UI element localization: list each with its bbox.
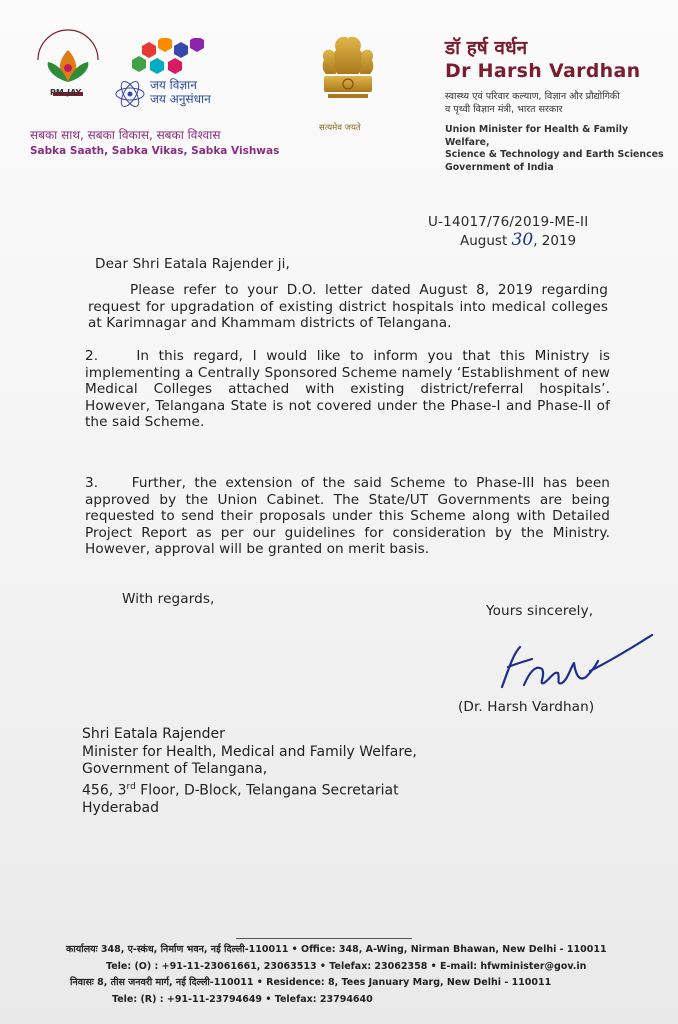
- date-day-handwritten: 30: [511, 230, 534, 250]
- designation-hindi-line-2: व पृथ्वी विज्ञान मंत्री, भारत सरकार: [445, 104, 563, 115]
- slogan-english: Sabka Saath, Sabka Vikas, Sabka Vishwas: [30, 145, 280, 157]
- national-emblem-icon: [318, 30, 378, 135]
- date-year: , 2019: [533, 233, 577, 249]
- salutation: Dear Shri Eatala Rajender ji,: [95, 256, 290, 272]
- paragraph-2: 2. In this regard, I would like to inform you that this Ministry is implementing a Centrally Sponsored Scheme namely ‘Establishment of new Medical Colleges attached with existing district/referral hospitals’. However, Telangana State is not covered under the Phase-I and Phase-II of the said Scheme.: [85, 348, 615, 430]
- pmjay-logo: [28, 20, 108, 112]
- footer-divider: [236, 938, 412, 939]
- addressee-city: Hyderabad: [82, 799, 159, 816]
- jvj-line-2: जय अनुसंधान: [150, 92, 211, 106]
- designation-english-line-2: Science & Technology and Earth Sciences: [445, 149, 664, 160]
- designation-english-line-1: Union Minister for Health & Family Welfare,: [445, 124, 629, 148]
- designation-hindi-line-1: स्वास्थ्य एवं परिवार कल्याण, विज्ञान और प्रौद्योगिकी: [445, 91, 620, 102]
- emblem-motto: सत्यमेव जयते: [319, 123, 361, 133]
- designation-english: [445, 124, 675, 174]
- address-part-1: 456, 3: [82, 782, 127, 799]
- addressee-designation: Minister for Health, Medical and Family Welfare,: [82, 743, 417, 760]
- minister-name-hindi: डॉ हर्ष वर्धन: [445, 37, 528, 59]
- paragraph-1: Please refer to your D.O. letter dated August 8, 2019 regarding request for upgradation of existing district hospitals into medical colleges at Karimnagar and Khammam districts of Telangana.: [88, 282, 608, 331]
- date-month: August: [460, 233, 508, 249]
- closing: Yours sincerely,: [486, 603, 594, 619]
- address-superscript: rd: [126, 781, 136, 792]
- designation-hindi: [445, 90, 665, 116]
- designation-english-line-3: Government of India: [445, 161, 554, 173]
- reference-number: U-14017/76/2019-ME-II: [428, 214, 589, 230]
- addressee-block: [82, 726, 417, 817]
- letter-date: [460, 230, 576, 250]
- footer-office-address: कार्यालयः 348, ए-स्कंध, निर्माण भवन, नई दिल्ली-110011 • Office: 348, A-Wing, Nirman Bhawan, New Delhi - 110011: [66, 944, 607, 955]
- paragraph-3: 3. Further, the extension of the said Scheme to Phase-III has been approved by the Union Cabinet. The State/UT Governments are being requested to send their proposals under this Scheme along with Detailed Project Report as per our guidelines for consideration by the Ministry. However, approval will be granted on merit basis.: [85, 475, 615, 557]
- footer-office-phone: Tele: (O) : +91-11-23061661, 23063513 • Telefax: 23062358 • E-mail: hfwminister@gov.in: [106, 960, 587, 972]
- jai-vigyan-text: [150, 78, 211, 106]
- footer-residence-phone: Tele: (R) : +91-11-23794649 • Telefax: 23794640: [112, 993, 373, 1005]
- jvj-line-1: जय विज्ञान: [150, 78, 197, 92]
- addressee-address: [82, 779, 417, 800]
- footer-contact: [66, 942, 656, 1008]
- addressee-government: Government of Telangana,: [82, 761, 268, 777]
- signatory: (Dr. Harsh Vardhan): [458, 699, 595, 715]
- regards: With regards,: [122, 591, 215, 607]
- slogan-hindi: सबका साथ, सबका विकास, सबका विश्वास: [30, 128, 221, 142]
- address-part-2: Floor, D-Block, Telangana Secretariat: [135, 782, 399, 799]
- footer-residence-address: निवासः 8, तीस जनवरी मार्ग, नई दिल्ली-110011 • Residence: 8, Tees January Marg, New Delhi - 110011: [70, 977, 552, 988]
- handwritten-signature: [480, 625, 660, 705]
- minister-name-english: Dr Harsh Vardhan: [445, 60, 641, 82]
- addressee-name: Shri Eatala Rajender: [82, 726, 225, 742]
- pmjay-label: PM-JAY: [50, 88, 82, 97]
